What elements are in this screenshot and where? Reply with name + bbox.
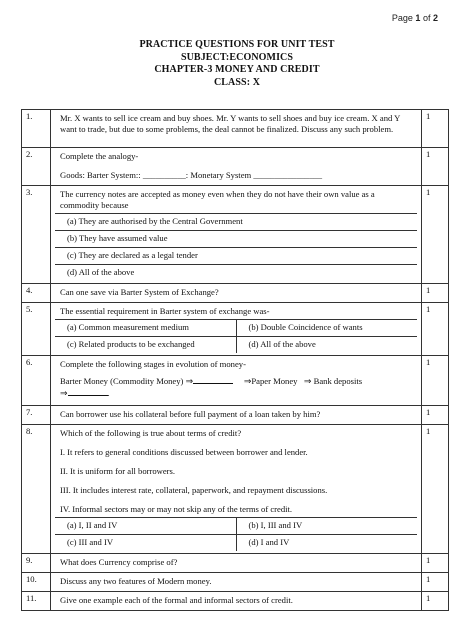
arrow-icon: ⇒: [185, 376, 194, 386]
header-title: PRACTICE QUESTIONS FOR UNIT TEST: [139, 39, 335, 50]
marks: 1: [422, 573, 449, 592]
option-a: (a) Common measurement medium: [55, 320, 236, 337]
question-row-10: 10. Discuss any two features of Modern money. 1: [22, 573, 449, 592]
marks: 1: [422, 356, 449, 406]
question-text: The essential requirement in Barter system of exchange was-: [60, 306, 270, 316]
marks: 1: [422, 425, 449, 554]
question-text: Complete the following stages in evolution of money-: [60, 359, 246, 369]
option-d: (d) I and IV: [236, 535, 417, 552]
marks: 1: [422, 303, 449, 356]
option-c: (c) They are declared as a legal tender: [55, 248, 417, 265]
option-c: (c) III and IV: [55, 535, 236, 552]
statement-iv: IV. Informal sectors may or may not skip any of the terms of credit.: [60, 504, 293, 514]
option-b: (b) Double Coincidence of wants: [236, 320, 417, 337]
question-text: Mr. X wants to sell ice cream and buy shoes. Mr. Y wants to sell shoes and buy ice cream. X and Y want to trade, but due to some problems, the deal cannot be finalized. Discuss any such problem.: [60, 113, 401, 134]
question-row-6: 6. Complete the following stages in evolution of money- Barter Money (Commodity Money) ⇒ ⇒Paper Money ⇒ Bank deposits ⇒ . 1: [22, 356, 449, 406]
question-text: Complete the analogy-: [60, 151, 139, 161]
statement-iii: III. It includes interest rate, collateral, paperwork, and repayment discussions.: [60, 485, 328, 495]
arrow-icon: ⇒: [243, 376, 252, 386]
option-a: (a) I, II and IV: [55, 518, 236, 535]
stage-bank-deposits: Bank deposits: [313, 376, 363, 386]
marks: 1: [422, 148, 449, 186]
question-row-7: 7. Can borrower use his collateral before full payment of a loan taken by him? 1: [22, 406, 449, 425]
option-c: (c) Related products to be exchanged: [55, 337, 236, 354]
option-b: (b) I, III and IV: [236, 518, 417, 535]
header-chapter: CHAPTER-3 MONEY AND CREDIT: [154, 64, 320, 75]
question-text: The currency notes are accepted as money even when they do not have their own value as a commodity because: [60, 189, 375, 210]
analogy-line: Goods: Barter System:: __________: Monetary System ________________: [60, 170, 323, 180]
question-text: Can borrower use his collateral before full payment of a loan taken by him?: [60, 409, 321, 419]
marks: 1: [422, 554, 449, 573]
question-row-9: 9. What does Currency comprise of? 1: [22, 554, 449, 573]
options: [55, 319, 417, 353]
question-text: What does Currency comprise of?: [60, 557, 178, 567]
marks: 1: [422, 110, 449, 148]
statement-ii: II. It is uniform for all borrowers.: [60, 466, 176, 476]
option-d: (d) All of the above: [55, 265, 417, 282]
question-row-3: 3. The currency notes are accepted as money even when they do not have their own value as a commodity because (a) They are authorised by the Central Government (b) They have assumed value (c) They are declared as a legal tender (d) All of the above 1: [22, 186, 449, 284]
page-number: Page 1 of 2: [391, 13, 438, 23]
options: [55, 517, 417, 551]
statement-i: I. It refers to general conditions discussed between borrower and lender.: [60, 447, 308, 457]
document-header: [0, 39, 474, 89]
arrow-icon: ⇒: [60, 388, 68, 398]
question-row-8: 8. Which of the following is true about terms of credit? I. It refers to general conditions discussed between borrower and lender. II. It is uniform for all borrowers. III. It includes interest rate, collateral, paperwork, and repayment discussions. IV. Informal sectors may or may not skip any of the terms of credit. (a) I, II and IV (b) I, III and IV (c) III and IV (d) I and IV 1: [22, 425, 449, 554]
questions-table: [21, 109, 449, 611]
answer-blank: [193, 375, 233, 384]
option-d: (d) All of the above: [236, 337, 417, 354]
option-b: (b) They have assumed value: [55, 231, 417, 248]
question-text: Discuss any two features of Modern money.: [60, 576, 212, 586]
question-text: Give one example each of the formal and informal sectors of credit.: [60, 595, 293, 605]
header-subject: SUBJECT:ECONOMICS: [180, 51, 294, 63]
header-class: CLASS: X: [213, 76, 261, 88]
stage-barter-money: Barter Money (Commodity Money): [60, 376, 184, 386]
evolution-stages: Barter Money (Commodity Money) ⇒ ⇒Paper Money ⇒ Bank deposits ⇒ .: [60, 376, 363, 398]
question-row-2: 2. Complete the analogy- Goods: Barter System:: __________: Monetary System ________________ 1: [22, 148, 449, 186]
question-row-11: 11. Give one example each of the formal and informal sectors of credit. 1: [22, 592, 449, 611]
marks: 1: [422, 592, 449, 611]
question-text: Which of the following is true about terms of credit?: [60, 428, 242, 438]
arrow-icon: ⇒: [303, 376, 312, 386]
question-row-5: 5. The essential requirement in Barter system of exchange was- (a) Common measurement medium (b) Double Coincidence of wants (c) Related products to be exchanged (d) All of the above 1: [22, 303, 449, 356]
option-a: (a) They are authorised by the Central Government: [55, 214, 417, 231]
question-row-4: 4. Can one save via Barter System of Exchange? 1: [22, 284, 449, 303]
marks: 1: [422, 284, 449, 303]
options: [55, 213, 417, 281]
stage-paper-money: Paper Money: [251, 376, 298, 386]
question-row-1: 1. Mr. X wants to sell ice cream and buy shoes. Mr. Y wants to sell shoes and buy ice cream. X and Y want to trade, but due to some problems, the deal cannot be finalized. Discuss any such problem. 1: [22, 110, 449, 148]
answer-blank: [68, 387, 108, 396]
question-text: Can one save via Barter System of Exchange?: [60, 287, 219, 297]
marks: 1: [422, 186, 449, 284]
marks: 1: [422, 406, 449, 425]
